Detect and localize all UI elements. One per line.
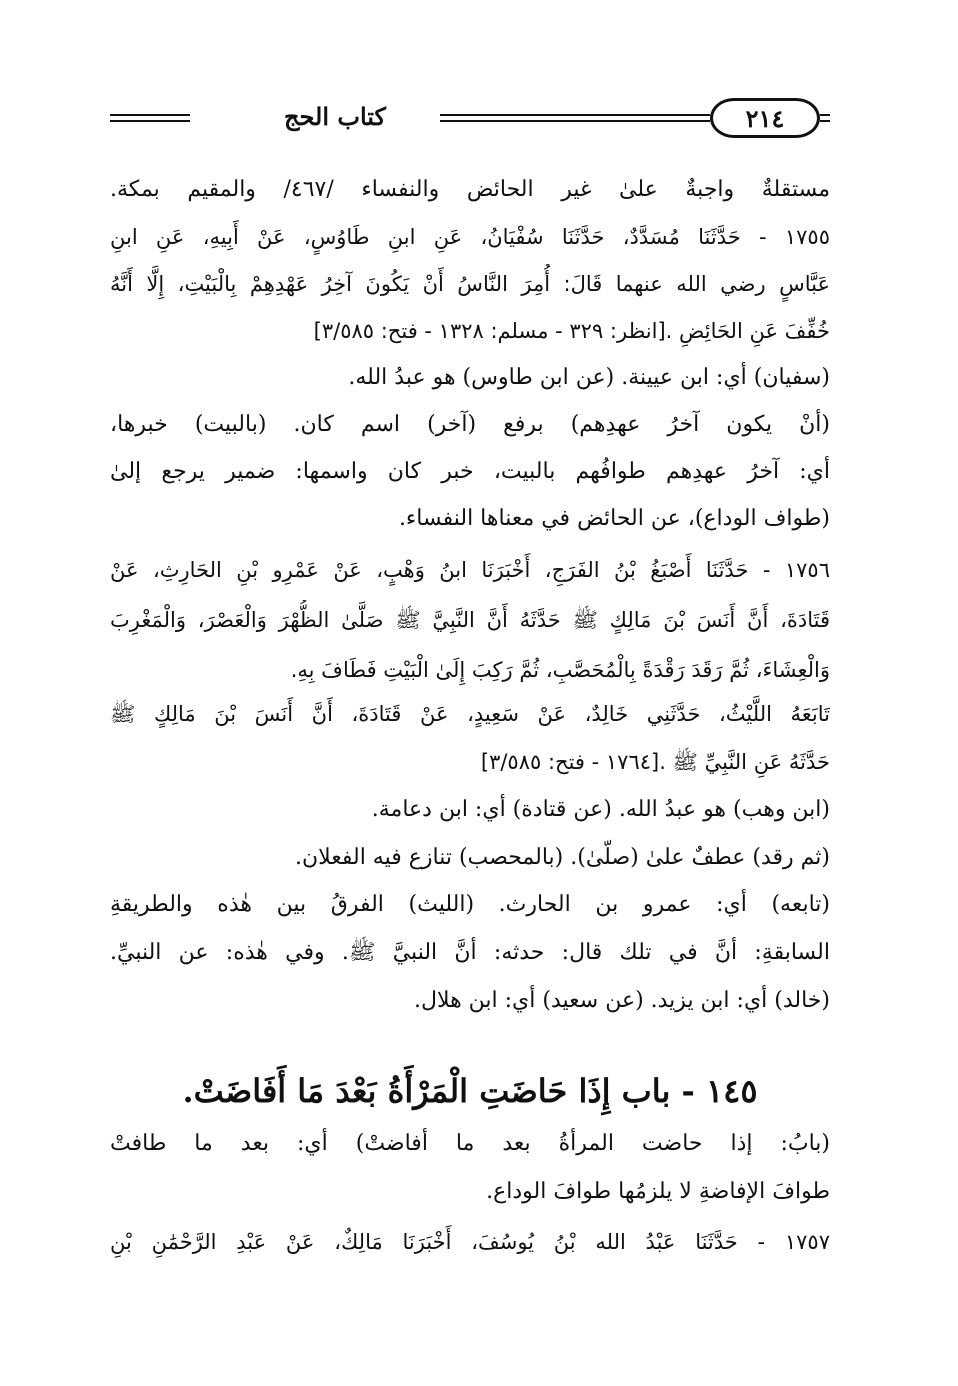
hadith-line: قَتَادَةَ، أَنَّ أَنَسَ بْنَ مَالِكٍ ﷺ حَدَّثَهُ أَنَّ النَّبِيَّ ﷺ صَلَّىٰ الظُّهْرَ وَالْعَصْرَ، وَالْمَغْرِبَ: [110, 608, 830, 632]
header-rule-middle: [440, 114, 710, 116]
page-number: ٢١٤: [710, 98, 820, 138]
chapter-title: ١٤٥ - باب إِذَا حَاضَتِ الْمَرْأَةُ بَعْدَ مَا أَفَاضَتْ.: [182, 1072, 758, 1110]
commentary-line: (ابن وهب) هو عبدُ الله. (عن قتادة) أي: ابن دعامة.: [371, 797, 830, 822]
hadith-line: ١٧٥٥ - حَدَّثَنَا مُسَدَّدٌ، حَدَّثَنَا سُفْيَانُ، عَنِ ابنِ طَاوُسٍ، عَنْ أَبِيهِ، عَنِ ابنِ: [110, 225, 830, 249]
commentary-line: (ثم رقد) عطفٌ علىٰ (صلّىٰ). (بالمحصب) تنازع فيه الفعلان.: [294, 845, 830, 870]
commentary-line: (تابعه) أي: عمرو بن الحارث. (الليث) الفرقُ بين هٰذه والطريقةِ: [110, 892, 830, 917]
commentary-line: (سفيان) أي: ابن عيينة. (عن ابن طاوس) هو عبدُ الله.: [348, 365, 830, 390]
commentary-line: أي: آخرُ عهدِهم طوافُهم بالبيت، خبر كان واسمها: ضمير يرجع إلىٰ: [110, 459, 830, 484]
page-header: [110, 96, 830, 144]
hadith-line: وَالْعِشَاءَ، ثُمَّ رَقَدَ رَقْدَةً بِالْمُحَصَّبِ، ثُمَّ رَكِبَ إِلَىٰ الْبَيْتِ فَطَافَ بِهِ.: [290, 658, 830, 682]
commentary-line: (طواف الوداع)، عن الحائض في معناها النفساء.: [398, 506, 830, 531]
hadith-line: ١٧٥٧ - حَدَّثَنَا عَبْدُ الله بْنُ يُوسُفَ، أَخْبَرَنَا مَالِكٌ، عَنْ عَبْدِ الرَّحْمَٰنِ بْنِ: [110, 1230, 830, 1254]
header-rule-left: [110, 114, 190, 116]
hadith-line: ١٧٥٦ - حَدَّثَنَا أَصْبَغُ بْنُ الفَرَجِ، أَخْبَرَنَا ابنُ وَهْبٍ، عَنْ عَمْرِو بْنِ الحَارِثِ، عَنْ: [110, 558, 830, 582]
commentary-line: طوافَ الإفاضةِ لا يلزمُها طوافَ الوداع.: [486, 1179, 830, 1204]
header-rule-right: [820, 114, 830, 116]
hadith-line: تَابَعَهُ اللَّيْثُ، حَدَّثَنِي خَالِدٌ، عَنْ سَعِيدٍ، عَنْ قَتَادَةَ، أَنَّ أَنَسَ بْنَ مَالِكٍ ﷺ: [110, 702, 830, 726]
hadith-line: حَدَّثَهُ عَنِ النَّبِيِّ ﷺ .[١٧٦٤ - فتح: ٣/٥٨٥]: [480, 750, 830, 774]
hadith-line: عَبَّاسٍ رضي الله عنهما قَالَ: أُمِرَ النَّاسُ أَنْ يَكُونَ آخِرُ عَهْدِهِمْ بِالْبَيْتِ، إِلَّا أَنَّهُ: [110, 272, 830, 296]
header-rule-middle-2: [440, 120, 710, 122]
commentary-line: (خالد) أي: ابن يزيد. (عن سعيد) أي: ابن هلال.: [413, 988, 830, 1013]
commentary-line: (أنْ يكون آخرُ عهدِهم) برفع (آخر) اسم كان. (بالبيت) خبرها،: [110, 412, 830, 437]
hadith-line: خُفِّفَ عَنِ الحَائِضِ .[انظر: ٣٢٩ - مسلم: ١٣٢٨ - فتح: ٣/٥٨٥]: [313, 319, 830, 343]
header-rule-left-2: [110, 120, 190, 122]
running-head: كتاب الحج: [284, 102, 386, 131]
commentary-line: السابقةِ: أنَّ في تلك قال: حدثه: أنَّ النبيَّ ﷺ. وفي هٰذه: عن النبيِّ.: [110, 940, 830, 965]
text-line: مستقلةٌ واجبةٌ علىٰ غير الحائض والنفساء /٤٦٧/ والمقيم بمكة.: [110, 177, 830, 202]
commentary-line: (بابُ: إذا حاضت المرأةُ بعد ما أفاضتْ) أي: بعد ما طافتْ: [110, 1131, 830, 1156]
header-rule-right-2: [820, 120, 830, 122]
